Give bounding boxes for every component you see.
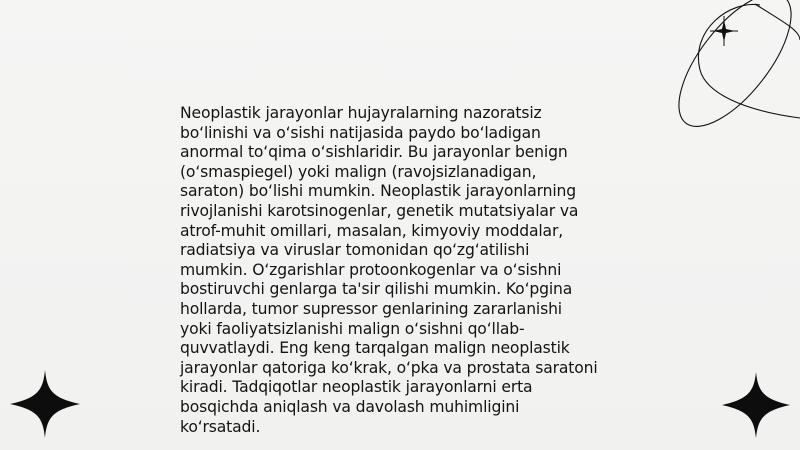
four-point-star-icon: [720, 370, 792, 440]
four-point-star-icon: [8, 368, 82, 440]
orbit-sparkle-icon: [660, 0, 800, 150]
body-paragraph: Neoplastik jarayonlar hujayralarning nazoratsiz bo‘linishi va o‘sishi natijasida paydo bo‘ladigan anormal to‘qima o‘sishlaridir. Bu jarayonlar benign (o‘smaspiegel) yoki malign (ravojsizlanadigan, saraton) bo‘lishi mumkin. Neoplastik jarayonlarning rivojlanishi karotsinogenlar, genetik mutatsiyalar va atrof-muhit omillari, masalan, kimyoviy moddalar, radiatsiya va viruslar tomonidan qo‘zg‘atilishi mumkin. O‘zgarishlar protoonkogenlar va o‘sishni bostiruvchi genlarga ta'sir qilishi mumkin. Ko‘pgina hollarda, tumor supressor genlarining zararlanishi yoki faoliyatsizlanishi malign o‘sishni qo‘llab- quvvatlaydi. Eng keng tarqalgan malign neoplastik jarayonlar qatoriga ko‘krak, o‘pka va prostata saratoni kiradi. Tadqiqotlar neoplastik jarayonlarni erta bosqichda aniqlash va davolash muhimligini ko‘rsatadi.: [180, 104, 598, 436]
